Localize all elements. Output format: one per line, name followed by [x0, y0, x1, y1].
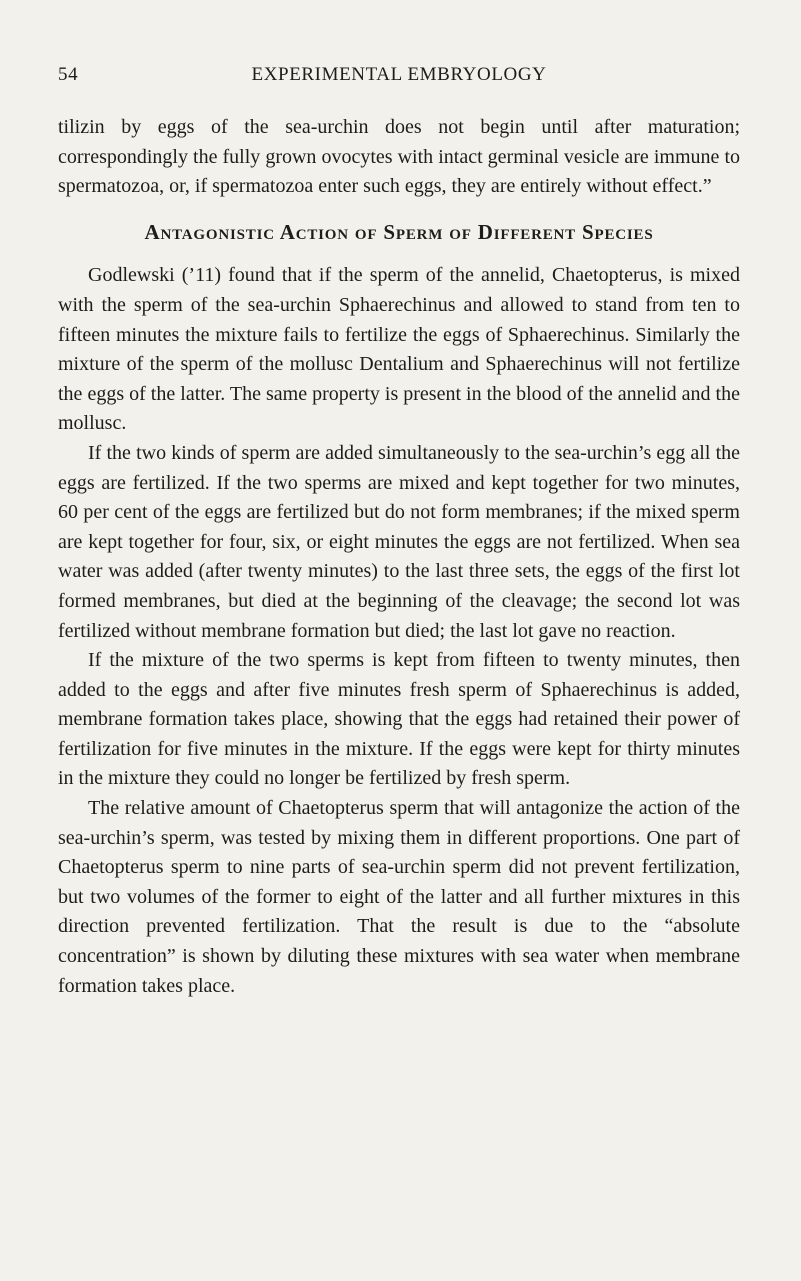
paragraph-continued: tilizin by eggs of the sea-urchin does not begin until after maturation; correspondingly the fully grown ovocytes with intact germinal vesicle are immune to spermatozoa, or, if spermatozoa enter such eggs, they are entirely without effect.” [58, 116, 740, 198]
paragraph: The relative amount of Chaetopterus sperm that will antagonize the action of the sea-urchin’s sperm, was tested by mixing them in different proportions. One part of Chaetopterus sperm to nine parts of sea-urchin sperm did not prevent fertilization, but two volumes of the former to eight of the latter and all further mixtures in this direction prevented fertilization. That the result is due to the “absolute concentration” is shown by diluting these mixtures with sea water when membrane formation takes place. [58, 797, 740, 997]
paragraph: If the mixture of the two sperms is kept from fifteen to twenty minutes, then added to the eggs and after five minutes fresh sperm of Sphaerechinus is added, membrane formation takes place, showing that the eggs had retained their power of fertilization for five minutes in the mixture. If the eggs were kept for thirty minutes in the mixture they could no longer be fertilized by fresh sperm. [58, 649, 740, 790]
running-head [58, 64, 740, 88]
section-heading: Antagonistic Action of Sperm of Different Species [144, 219, 654, 244]
body-text [58, 113, 740, 1001]
page-number: 54 [58, 64, 79, 85]
paragraph: If the two kinds of sperm are added simultaneously to the sea-urchin’s egg all the eggs are fertilized. If the two sperms are mixed and kept together for two minutes, 60 per cent of the eggs are fertilized but do not form membranes; if the mixed sperm are kept together for four, six, or eight minutes the eggs are not fertilized. When sea water was added (after twenty minutes) to the last three sets, the eggs of the first lot formed membranes, but died at the beginning of the cleavage; the second lot was fertilized without membrane formation but died; the last lot gave no reaction. [58, 441, 740, 642]
running-title: EXPERIMENTAL EMBRYOLOGY [251, 64, 547, 85]
paragraph: Godlewski (’11) found that if the sperm of the annelid, Chaetopterus, is mixed with the sperm of the sea-urchin Sphaerechinus and allowed to stand from ten to fifteen minutes the mixture fails to fertilize the eggs of Sphaerechinus. Similarly the mixture of the sperm of the mollusc Dentalium and Sphaerechinus will not fertilize the eggs of the latter. The same property is present in the blood of the annelid and the mollusc. [58, 264, 740, 435]
